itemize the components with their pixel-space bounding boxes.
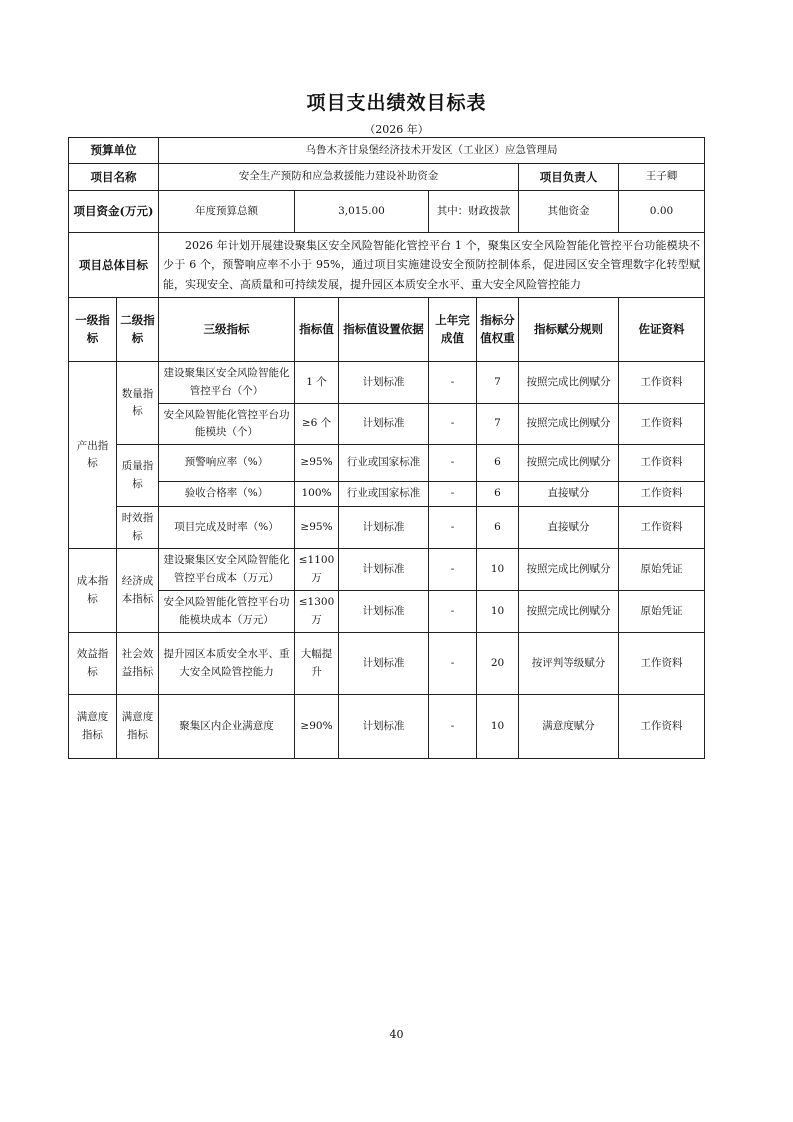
indicator-name: 聚集区内企业满意度 xyxy=(159,695,295,759)
indicator-evidence: 工作资料 xyxy=(619,633,705,695)
indicator-last: - xyxy=(429,591,477,633)
table-row xyxy=(69,445,705,482)
overall-goal-label: 项目总体目标 xyxy=(69,233,159,298)
table-row xyxy=(69,482,705,507)
header-last-year: 上年完成值 xyxy=(429,298,477,362)
indicator-basis: 计划标准 xyxy=(339,404,429,445)
header-rule: 指标赋分规则 xyxy=(519,298,619,362)
indicator-last: - xyxy=(429,633,477,695)
indicator-rule: 按照完成比例赋分 xyxy=(519,445,619,482)
other-funds-value: 0.00 xyxy=(619,191,705,233)
indicator-rule: 按照完成比例赋分 xyxy=(519,591,619,633)
indicator-evidence: 工作资料 xyxy=(619,445,705,482)
indicator-value: ≤1100 万 xyxy=(295,549,339,591)
indicator-last: - xyxy=(429,482,477,507)
overall-goal-row xyxy=(69,233,705,298)
table-row xyxy=(69,633,705,695)
indicator-rule: 按照完成比例赋分 xyxy=(519,404,619,445)
indicator-weight: 20 xyxy=(477,633,519,695)
indicator-name: 项目完成及时率（%） xyxy=(159,507,295,549)
level1-output: 产出指标 xyxy=(69,362,117,549)
indicator-rule: 按照完成比例赋分 xyxy=(519,362,619,404)
level2-quantity: 数量指标 xyxy=(117,362,159,445)
indicator-name: 安全风险智能化管控平台功能模块成本（万元） xyxy=(159,591,295,633)
project-leader-label: 项目负责人 xyxy=(519,164,619,191)
indicator-value: ≥90% xyxy=(295,695,339,759)
table-row xyxy=(69,404,705,445)
project-name-label: 项目名称 xyxy=(69,164,159,191)
indicator-last: - xyxy=(429,445,477,482)
fiscal-label: 其中：财政拨款 xyxy=(429,191,519,233)
year-label: （2026 年） xyxy=(364,123,429,136)
level2-economic: 经济成本指标 xyxy=(117,549,159,633)
indicator-value: ≥95% xyxy=(295,507,339,549)
indicator-last: - xyxy=(429,362,477,404)
indicator-name: 安全风险智能化管控平台功能模块（个） xyxy=(159,404,295,445)
table-row xyxy=(69,549,705,591)
table-row xyxy=(69,695,705,759)
indicator-basis: 计划标准 xyxy=(339,695,429,759)
indicator-weight: 7 xyxy=(477,404,519,445)
header-weight: 指标分值权重 xyxy=(477,298,519,362)
header-level3: 三级指标 xyxy=(159,298,295,362)
project-leader-value: 王子卿 xyxy=(619,164,705,191)
level1-satisfaction: 满意度指标 xyxy=(69,695,117,759)
indicator-weight: 6 xyxy=(477,507,519,549)
indicator-name: 预警响应率（%） xyxy=(159,445,295,482)
level2-timeliness: 时效指标 xyxy=(117,507,159,549)
indicator-last: - xyxy=(429,404,477,445)
other-funds-label: 其他资金 xyxy=(519,191,619,233)
indicator-basis: 计划标准 xyxy=(339,591,429,633)
project-name-value: 安全生产预防和应急救援能力建设补助资金 xyxy=(159,164,519,191)
indicator-value: ≥95% xyxy=(295,445,339,482)
indicator-value: ≥6 个 xyxy=(295,404,339,445)
indicator-evidence: 工作资料 xyxy=(619,507,705,549)
indicator-weight: 6 xyxy=(477,482,519,507)
indicator-weight: 6 xyxy=(477,445,519,482)
level2-satisfaction: 满意度指标 xyxy=(117,695,159,759)
performance-target-table xyxy=(68,137,705,759)
indicator-rule: 满意度赋分 xyxy=(519,695,619,759)
header-basis: 指标值设置依据 xyxy=(339,298,429,362)
indicator-basis: 行业或国家标准 xyxy=(339,482,429,507)
indicator-basis: 计划标准 xyxy=(339,633,429,695)
indicator-basis: 计划标准 xyxy=(339,507,429,549)
indicator-header-row xyxy=(69,298,705,362)
header-value: 指标值 xyxy=(295,298,339,362)
indicator-value: ≤1300 万 xyxy=(295,591,339,633)
indicator-value: 大幅提升 xyxy=(295,633,339,695)
annual-total-value: 3,015.00 xyxy=(295,191,429,233)
indicator-weight: 10 xyxy=(477,695,519,759)
header-evidence: 佐证资料 xyxy=(619,298,705,362)
project-funds-row xyxy=(69,191,705,233)
level2-social: 社会效益指标 xyxy=(117,633,159,695)
page-title: 项目支出绩效目标表 xyxy=(306,92,487,114)
indicator-weight: 10 xyxy=(477,591,519,633)
indicator-rule: 按评判等级赋分 xyxy=(519,633,619,695)
overall-goal-value: 2026 年计划开展建设聚集区安全风险智能化管控平台 1 个，聚集区安全风险智能化管控平台功能模块不少于 6 个，预警响应率不小于 95%，通过项目实施建设安全预防控制体系，促进园区安全管理数字化转型赋能，实现安全、高质量和可持续发展，提升园区本质安全水平、重大安全风险管控能力 xyxy=(159,233,705,298)
indicator-basis: 计划标准 xyxy=(339,549,429,591)
indicator-basis: 计划标准 xyxy=(339,362,429,404)
level1-benefit: 效益指标 xyxy=(69,633,117,695)
table-row xyxy=(69,507,705,549)
indicator-name: 建设聚集区安全风险智能化管控平台成本（万元） xyxy=(159,549,295,591)
level1-cost: 成本指标 xyxy=(69,549,117,633)
indicator-name: 建设聚集区安全风险智能化管控平台（个） xyxy=(159,362,295,404)
indicator-evidence: 原始凭证 xyxy=(619,591,705,633)
header-level2: 二级指标 xyxy=(117,298,159,362)
budget-unit-row xyxy=(69,138,705,164)
indicator-name: 提升园区本质安全水平、重大安全风险管控能力 xyxy=(159,633,295,695)
indicator-weight: 7 xyxy=(477,362,519,404)
indicator-last: - xyxy=(429,695,477,759)
annual-total-label: 年度预算总额 xyxy=(159,191,295,233)
indicator-evidence: 工作资料 xyxy=(619,482,705,507)
indicator-evidence: 工作资料 xyxy=(619,404,705,445)
indicator-rule: 直接赋分 xyxy=(519,507,619,549)
indicator-evidence: 原始凭证 xyxy=(619,549,705,591)
indicator-weight: 10 xyxy=(477,549,519,591)
header-level1: 一级指标 xyxy=(69,298,117,362)
table-row xyxy=(69,591,705,633)
budget-unit-value: 乌鲁木齐甘泉堡经济技术开发区（工业区）应急管理局 xyxy=(159,138,705,164)
indicator-rule: 按照完成比例赋分 xyxy=(519,549,619,591)
level2-quality: 质量指标 xyxy=(117,445,159,507)
indicator-name: 验收合格率（%） xyxy=(159,482,295,507)
indicator-evidence: 工作资料 xyxy=(619,695,705,759)
project-funds-label: 项目资金(万元) xyxy=(69,191,159,233)
indicator-rule: 直接赋分 xyxy=(519,482,619,507)
indicator-value: 1 个 xyxy=(295,362,339,404)
budget-unit-label: 预算单位 xyxy=(69,138,159,164)
page-number: 40 xyxy=(389,1028,404,1041)
indicator-last: - xyxy=(429,549,477,591)
table-row xyxy=(69,362,705,404)
indicator-value: 100% xyxy=(295,482,339,507)
indicator-evidence: 工作资料 xyxy=(619,362,705,404)
project-name-row xyxy=(69,164,705,191)
indicator-basis: 行业或国家标准 xyxy=(339,445,429,482)
indicator-last: - xyxy=(429,507,477,549)
